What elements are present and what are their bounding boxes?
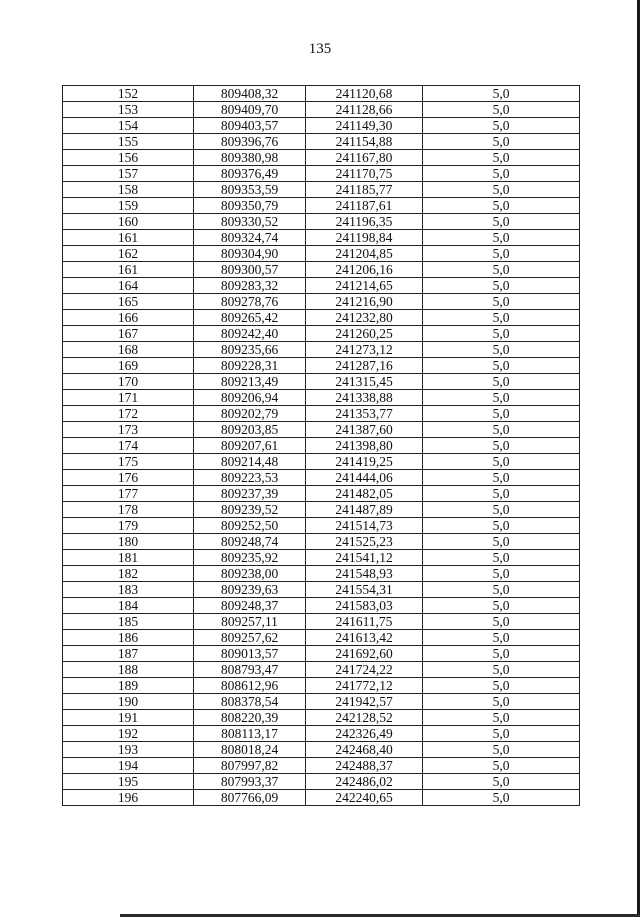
table-row: [63, 390, 580, 406]
x-coordinate-cell: 807993,37: [194, 774, 306, 790]
y-coordinate-cell: 242468,40: [306, 742, 423, 758]
point-number-cell: 193: [63, 742, 194, 758]
point-number-cell: 168: [63, 342, 194, 358]
point-number-cell: 181: [63, 550, 194, 566]
table-row: [63, 630, 580, 646]
accuracy-cell: 5,0: [423, 726, 580, 742]
table-row: [63, 310, 580, 326]
accuracy-cell: 5,0: [423, 630, 580, 646]
accuracy-cell: 5,0: [423, 150, 580, 166]
table-row: [63, 678, 580, 694]
point-number-cell: 165: [63, 294, 194, 310]
table-row: [63, 790, 580, 806]
accuracy-cell: 5,0: [423, 390, 580, 406]
table-row: [63, 118, 580, 134]
x-coordinate-cell: 809248,37: [194, 598, 306, 614]
x-coordinate-cell: 809248,74: [194, 534, 306, 550]
accuracy-cell: 5,0: [423, 582, 580, 598]
accuracy-cell: 5,0: [423, 694, 580, 710]
y-coordinate-cell: 241198,84: [306, 230, 423, 246]
point-number-cell: 164: [63, 278, 194, 294]
point-number-cell: 182: [63, 566, 194, 582]
table-row: [63, 182, 580, 198]
point-number-cell: 187: [63, 646, 194, 662]
x-coordinate-cell: 808113,17: [194, 726, 306, 742]
x-coordinate-cell: 807766,09: [194, 790, 306, 806]
point-number-cell: 171: [63, 390, 194, 406]
point-number-cell: 169: [63, 358, 194, 374]
table-row: [63, 646, 580, 662]
y-coordinate-cell: 241185,77: [306, 182, 423, 198]
point-number-cell: 161: [63, 262, 194, 278]
x-coordinate-cell: 808793,47: [194, 662, 306, 678]
table-row: [63, 246, 580, 262]
table-row: [63, 230, 580, 246]
point-number-cell: 173: [63, 422, 194, 438]
page-number: 135: [308, 41, 332, 57]
point-number-cell: 156: [63, 150, 194, 166]
x-coordinate-cell: 809283,32: [194, 278, 306, 294]
table-row: [63, 614, 580, 630]
accuracy-cell: 5,0: [423, 406, 580, 422]
accuracy-cell: 5,0: [423, 342, 580, 358]
y-coordinate-cell: 241548,93: [306, 566, 423, 582]
accuracy-cell: 5,0: [423, 470, 580, 486]
table-row: [63, 406, 580, 422]
point-number-cell: 176: [63, 470, 194, 486]
y-coordinate-cell: 241149,30: [306, 118, 423, 134]
accuracy-cell: 5,0: [423, 742, 580, 758]
y-coordinate-cell: 241154,88: [306, 134, 423, 150]
accuracy-cell: 5,0: [423, 134, 580, 150]
x-coordinate-cell: 807997,82: [194, 758, 306, 774]
accuracy-cell: 5,0: [423, 454, 580, 470]
point-number-cell: 155: [63, 134, 194, 150]
y-coordinate-cell: 241942,57: [306, 694, 423, 710]
y-coordinate-cell: 241444,06: [306, 470, 423, 486]
table-row: [63, 454, 580, 470]
x-coordinate-cell: 809324,74: [194, 230, 306, 246]
x-coordinate-cell: 809239,52: [194, 502, 306, 518]
table-row: [63, 342, 580, 358]
accuracy-cell: 5,0: [423, 278, 580, 294]
table-row: [63, 294, 580, 310]
table-row: [63, 150, 580, 166]
y-coordinate-cell: 242128,52: [306, 710, 423, 726]
y-coordinate-cell: 241196,35: [306, 214, 423, 230]
table-row: [63, 198, 580, 214]
y-coordinate-cell: 241482,05: [306, 486, 423, 502]
x-coordinate-cell: 809228,31: [194, 358, 306, 374]
point-number-cell: 185: [63, 614, 194, 630]
table-row: [63, 726, 580, 742]
table-row: [63, 774, 580, 790]
y-coordinate-cell: 241273,12: [306, 342, 423, 358]
point-number-cell: 191: [63, 710, 194, 726]
point-number-cell: 192: [63, 726, 194, 742]
y-coordinate-cell: 241554,31: [306, 582, 423, 598]
point-number-cell: 166: [63, 310, 194, 326]
accuracy-cell: 5,0: [423, 166, 580, 182]
point-number-cell: 178: [63, 502, 194, 518]
table-row: [63, 582, 580, 598]
accuracy-cell: 5,0: [423, 790, 580, 806]
table-row: [63, 134, 580, 150]
x-coordinate-cell: 809213,49: [194, 374, 306, 390]
accuracy-cell: 5,0: [423, 422, 580, 438]
table-row: [63, 326, 580, 342]
point-number-cell: 174: [63, 438, 194, 454]
point-number-cell: 153: [63, 102, 194, 118]
x-coordinate-cell: 808220,39: [194, 710, 306, 726]
x-coordinate-cell: 809300,57: [194, 262, 306, 278]
accuracy-cell: 5,0: [423, 214, 580, 230]
accuracy-cell: 5,0: [423, 86, 580, 102]
accuracy-cell: 5,0: [423, 598, 580, 614]
point-number-cell: 167: [63, 326, 194, 342]
table-row: [63, 550, 580, 566]
accuracy-cell: 5,0: [423, 262, 580, 278]
table-row: [63, 262, 580, 278]
x-coordinate-cell: 809403,57: [194, 118, 306, 134]
point-number-cell: 158: [63, 182, 194, 198]
y-coordinate-cell: 241287,16: [306, 358, 423, 374]
y-coordinate-cell: 241260,25: [306, 326, 423, 342]
accuracy-cell: 5,0: [423, 662, 580, 678]
point-number-cell: 170: [63, 374, 194, 390]
accuracy-cell: 5,0: [423, 710, 580, 726]
y-coordinate-cell: 242326,49: [306, 726, 423, 742]
accuracy-cell: 5,0: [423, 502, 580, 518]
accuracy-cell: 5,0: [423, 678, 580, 694]
y-coordinate-cell: 241128,66: [306, 102, 423, 118]
y-coordinate-cell: 241232,80: [306, 310, 423, 326]
point-number-cell: 183: [63, 582, 194, 598]
x-coordinate-cell: 809207,61: [194, 438, 306, 454]
coordinates-table: [62, 85, 580, 806]
table-row: [63, 438, 580, 454]
accuracy-cell: 5,0: [423, 486, 580, 502]
x-coordinate-cell: 809223,53: [194, 470, 306, 486]
x-coordinate-cell: 809202,79: [194, 406, 306, 422]
x-coordinate-cell: 808378,54: [194, 694, 306, 710]
point-number-cell: 177: [63, 486, 194, 502]
x-coordinate-cell: 809380,98: [194, 150, 306, 166]
y-coordinate-cell: 241692,60: [306, 646, 423, 662]
y-coordinate-cell: 241204,85: [306, 246, 423, 262]
point-number-cell: 159: [63, 198, 194, 214]
x-coordinate-cell: 809257,11: [194, 614, 306, 630]
y-coordinate-cell: 241387,60: [306, 422, 423, 438]
accuracy-cell: 5,0: [423, 438, 580, 454]
x-coordinate-cell: 809214,48: [194, 454, 306, 470]
x-coordinate-cell: 809353,59: [194, 182, 306, 198]
x-coordinate-cell: 809235,66: [194, 342, 306, 358]
x-coordinate-cell: 808018,24: [194, 742, 306, 758]
y-coordinate-cell: 242240,65: [306, 790, 423, 806]
accuracy-cell: 5,0: [423, 294, 580, 310]
accuracy-cell: 5,0: [423, 374, 580, 390]
y-coordinate-cell: 241398,80: [306, 438, 423, 454]
point-number-cell: 195: [63, 774, 194, 790]
y-coordinate-cell: 241613,42: [306, 630, 423, 646]
table-row: [63, 214, 580, 230]
x-coordinate-cell: 809278,76: [194, 294, 306, 310]
x-coordinate-cell: 809206,94: [194, 390, 306, 406]
table-row: [63, 534, 580, 550]
accuracy-cell: 5,0: [423, 118, 580, 134]
point-number-cell: 172: [63, 406, 194, 422]
x-coordinate-cell: 809409,70: [194, 102, 306, 118]
table-row: [63, 518, 580, 534]
accuracy-cell: 5,0: [423, 518, 580, 534]
point-number-cell: 190: [63, 694, 194, 710]
y-coordinate-cell: 241611,75: [306, 614, 423, 630]
y-coordinate-cell: 241214,65: [306, 278, 423, 294]
accuracy-cell: 5,0: [423, 230, 580, 246]
x-coordinate-cell: 809237,39: [194, 486, 306, 502]
point-number-cell: 194: [63, 758, 194, 774]
point-number-cell: 154: [63, 118, 194, 134]
y-coordinate-cell: 242486,02: [306, 774, 423, 790]
table-row: [63, 710, 580, 726]
table-row: [63, 102, 580, 118]
point-number-cell: 175: [63, 454, 194, 470]
table-row: [63, 662, 580, 678]
table-row: [63, 598, 580, 614]
table-row: [63, 758, 580, 774]
point-number-cell: 152: [63, 86, 194, 102]
point-number-cell: 179: [63, 518, 194, 534]
x-coordinate-cell: 809265,42: [194, 310, 306, 326]
table-row: [63, 166, 580, 182]
point-number-cell: 196: [63, 790, 194, 806]
y-coordinate-cell: 241170,75: [306, 166, 423, 182]
x-coordinate-cell: 809203,85: [194, 422, 306, 438]
y-coordinate-cell: 241338,88: [306, 390, 423, 406]
y-coordinate-cell: 241216,90: [306, 294, 423, 310]
accuracy-cell: 5,0: [423, 326, 580, 342]
y-coordinate-cell: 241525,23: [306, 534, 423, 550]
y-coordinate-cell: 241724,22: [306, 662, 423, 678]
y-coordinate-cell: 241120,68: [306, 86, 423, 102]
y-coordinate-cell: 241487,89: [306, 502, 423, 518]
table-row: [63, 566, 580, 582]
accuracy-cell: 5,0: [423, 550, 580, 566]
accuracy-cell: 5,0: [423, 566, 580, 582]
table-row: [63, 502, 580, 518]
x-coordinate-cell: 809304,90: [194, 246, 306, 262]
table-row: [63, 358, 580, 374]
x-coordinate-cell: 809396,76: [194, 134, 306, 150]
y-coordinate-cell: 241206,16: [306, 262, 423, 278]
table-row: [63, 486, 580, 502]
table-row: [63, 374, 580, 390]
point-number-cell: 161: [63, 230, 194, 246]
y-coordinate-cell: 241315,45: [306, 374, 423, 390]
point-number-cell: 162: [63, 246, 194, 262]
point-number-cell: 157: [63, 166, 194, 182]
point-number-cell: 160: [63, 214, 194, 230]
accuracy-cell: 5,0: [423, 310, 580, 326]
table-row: [63, 422, 580, 438]
point-number-cell: 180: [63, 534, 194, 550]
coordinates-table-body: [63, 86, 580, 806]
y-coordinate-cell: 241167,80: [306, 150, 423, 166]
accuracy-cell: 5,0: [423, 614, 580, 630]
x-coordinate-cell: 809013,57: [194, 646, 306, 662]
x-coordinate-cell: 809242,40: [194, 326, 306, 342]
accuracy-cell: 5,0: [423, 534, 580, 550]
point-number-cell: 188: [63, 662, 194, 678]
x-coordinate-cell: 809235,92: [194, 550, 306, 566]
accuracy-cell: 5,0: [423, 246, 580, 262]
table-row: [63, 694, 580, 710]
y-coordinate-cell: 241419,25: [306, 454, 423, 470]
x-coordinate-cell: 809239,63: [194, 582, 306, 598]
x-coordinate-cell: 809252,50: [194, 518, 306, 534]
accuracy-cell: 5,0: [423, 182, 580, 198]
y-coordinate-cell: 241772,12: [306, 678, 423, 694]
y-coordinate-cell: 241541,12: [306, 550, 423, 566]
x-coordinate-cell: 809350,79: [194, 198, 306, 214]
accuracy-cell: 5,0: [423, 358, 580, 374]
y-coordinate-cell: 241583,03: [306, 598, 423, 614]
accuracy-cell: 5,0: [423, 102, 580, 118]
table-row: [63, 278, 580, 294]
y-coordinate-cell: 242488,37: [306, 758, 423, 774]
x-coordinate-cell: 809408,32: [194, 86, 306, 102]
table-row: [63, 86, 580, 102]
accuracy-cell: 5,0: [423, 774, 580, 790]
point-number-cell: 189: [63, 678, 194, 694]
table-row: [63, 742, 580, 758]
accuracy-cell: 5,0: [423, 758, 580, 774]
x-coordinate-cell: 808612,96: [194, 678, 306, 694]
y-coordinate-cell: 241514,73: [306, 518, 423, 534]
y-coordinate-cell: 241187,61: [306, 198, 423, 214]
x-coordinate-cell: 809238,00: [194, 566, 306, 582]
x-coordinate-cell: 809330,52: [194, 214, 306, 230]
table-row: [63, 470, 580, 486]
x-coordinate-cell: 809257,62: [194, 630, 306, 646]
y-coordinate-cell: 241353,77: [306, 406, 423, 422]
accuracy-cell: 5,0: [423, 198, 580, 214]
point-number-cell: 184: [63, 598, 194, 614]
accuracy-cell: 5,0: [423, 646, 580, 662]
x-coordinate-cell: 809376,49: [194, 166, 306, 182]
point-number-cell: 186: [63, 630, 194, 646]
